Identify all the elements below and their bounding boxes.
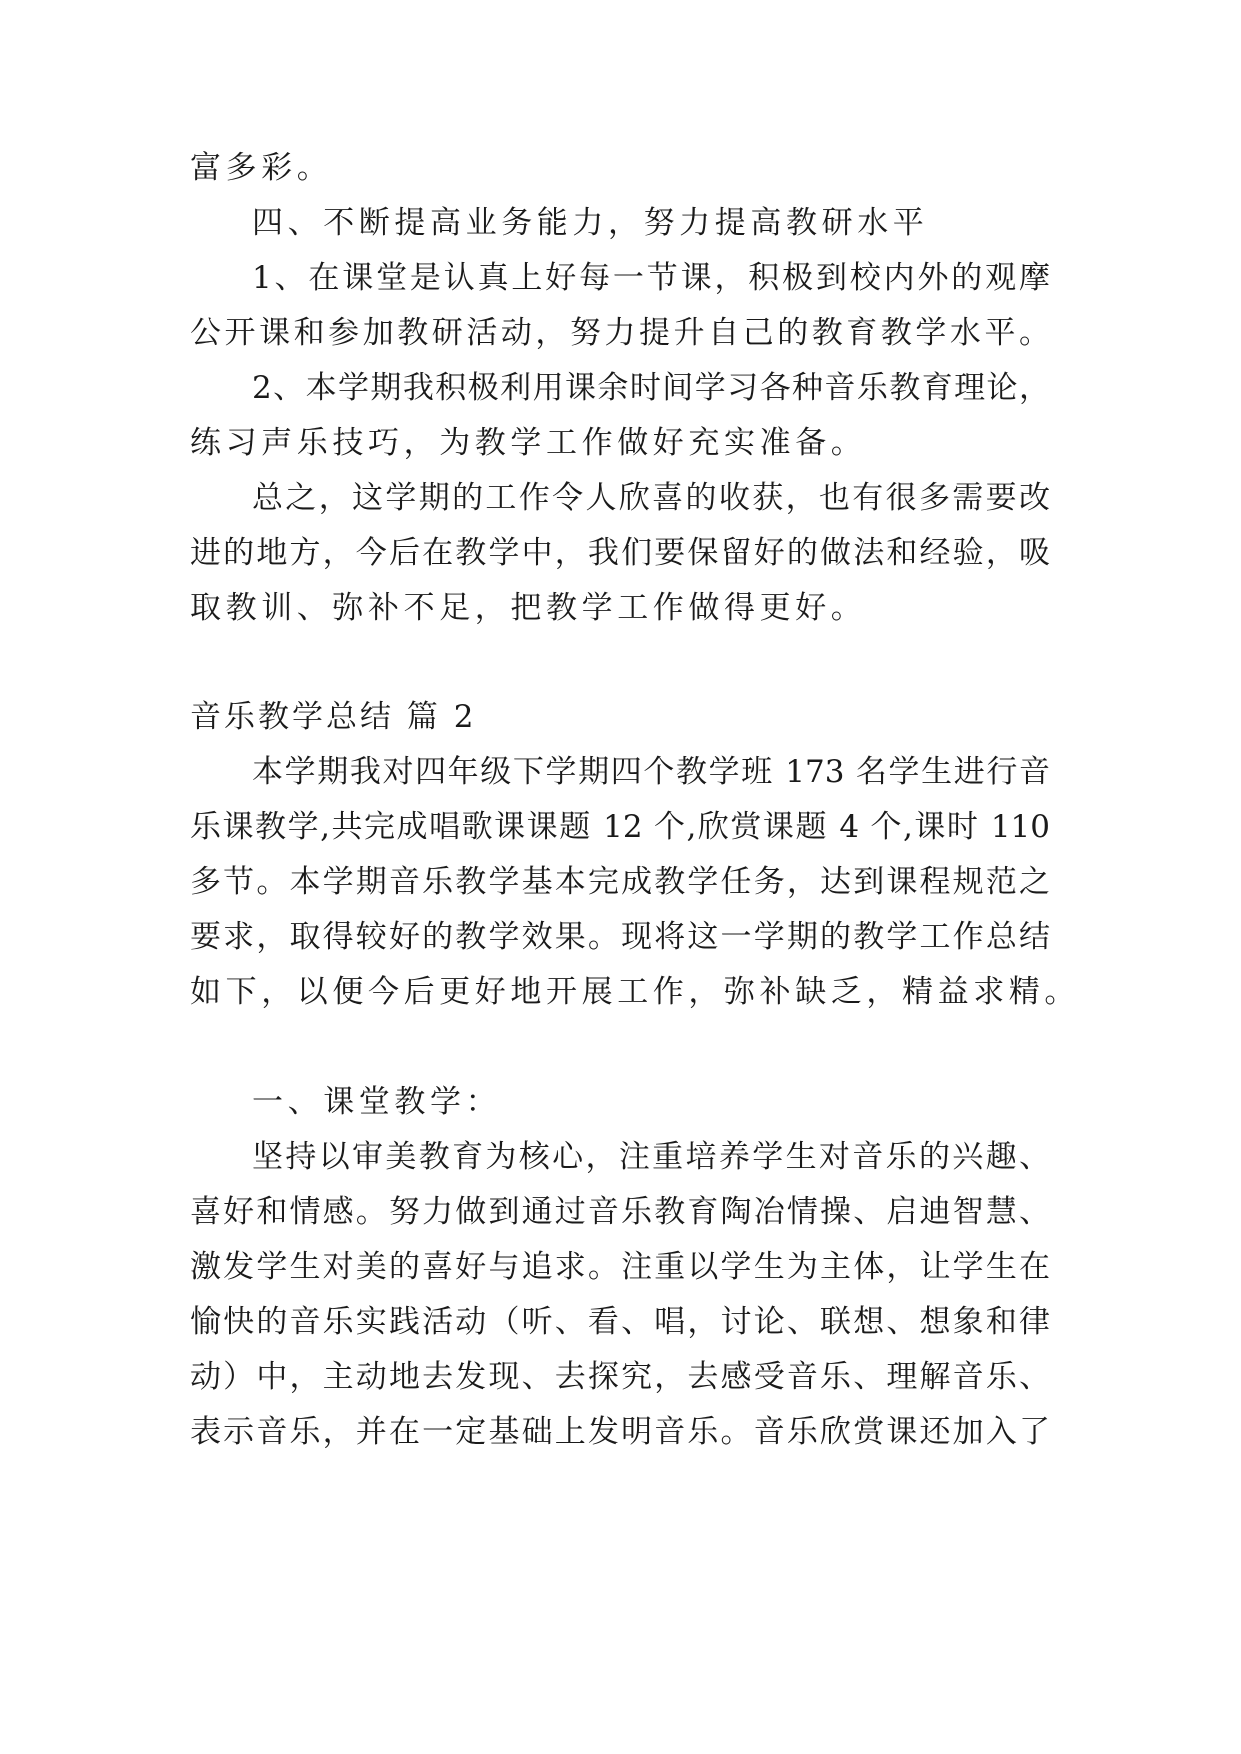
text-line: 公开课和参加教研活动，努力提升自己的教育教学水平。 [190, 315, 1050, 351]
text-line: 激发学生对美的喜好与追求。注重以学生为主体，让学生在 [190, 1249, 1050, 1285]
text-line: 进的地方，今后在教学中，我们要保留好的做法和经验，吸 [190, 535, 1050, 571]
text-line: 总之，这学期的工作令人欣喜的收获，也有很多需要改 [252, 480, 1050, 516]
text-line: 练习声乐技巧，为教学工作做好充实准备。 [190, 425, 867, 461]
section-heading: 四、不断提高业务能力，努力提高教研水平 [252, 205, 929, 241]
section-heading: 一、课堂教学： [252, 1084, 502, 1120]
text-line: 取教训、弥补不足，把教学工作做得更好。 [190, 590, 867, 626]
text-line: 多节。本学期音乐教学基本完成教学任务，达到课程规范之 [190, 864, 1050, 900]
text-line: 如下，以便今后更好地开展工作，弥补缺乏，精益求精。 [190, 974, 1080, 1010]
text-line: 喜好和情感。努力做到通过音乐教育陶冶情操、启迪智慧、 [190, 1194, 1050, 1230]
text-line: 富多彩。 [190, 150, 333, 186]
text-line: 动）中，主动地去发现、去探究，去感受音乐、理解音乐、 [190, 1359, 1050, 1395]
text-line: 要求，取得较好的教学效果。现将这一学期的教学工作总结 [190, 919, 1050, 955]
text-line: 表示音乐，并在一定基础上发明音乐。音乐欣赏课还加入了 [190, 1414, 1050, 1450]
article-title: 音乐教学总结 篇 2 [190, 699, 477, 735]
text-line: 乐课教学,共完成唱歌课课题 12 个,欣赏课题 4 个,课时 110 [190, 809, 1050, 845]
text-line: 坚持以审美教育为核心，注重培养学生对音乐的兴趣、 [252, 1139, 1050, 1175]
text-line: 2、本学期我积极利用课余时间学习各种音乐教育理论， [252, 370, 1050, 406]
text-line: 愉快的音乐实践活动（听、看、唱，讨论、联想、想象和律 [190, 1304, 1050, 1340]
text-line: 本学期我对四年级下学期四个教学班 173 名学生进行音 [252, 754, 1050, 790]
text-line: 1、在课堂是认真上好每一节课，积极到校内外的观摩 [252, 260, 1050, 296]
